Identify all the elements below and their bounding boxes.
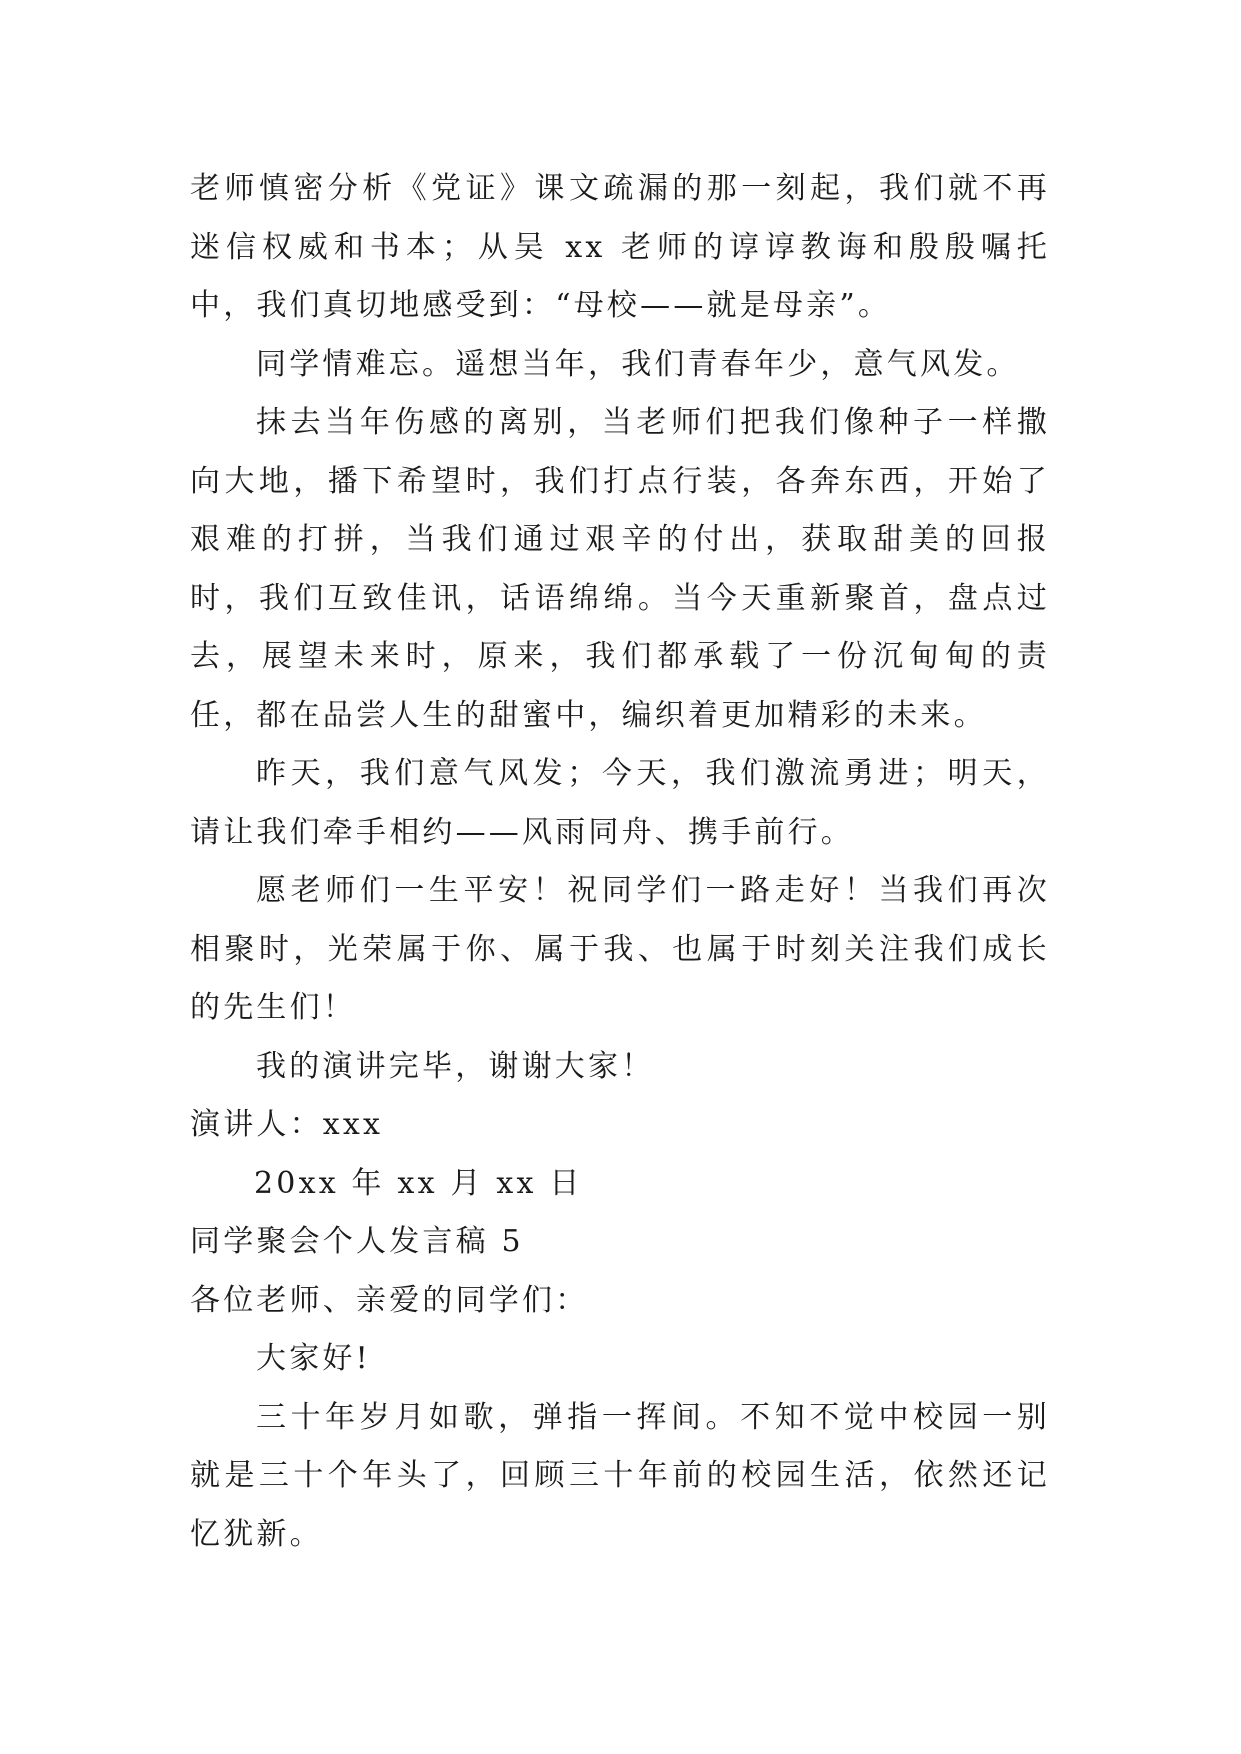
section-title: 同学聚会个人发言稿 5 — [190, 1224, 524, 1259]
paragraph-wishes: 愿老师们一生平安！祝同学们一路走好！当我们再次相聚时，光荣属于你、属于我、也属于时刻关注我们成长的先生们！ — [190, 873, 1050, 1025]
greeting: 大家好! — [256, 1341, 371, 1376]
paragraph-teachers-memory: 老师慎密分析《党证》课文疏漏的那一刻起，我们就不再迷信权威和书本；从吴 xx 老师的谆谆教诲和殷殷嘱托中，我们真切地感受到：“母校——就是母亲”。 — [190, 171, 1050, 323]
speaker-line: 演讲人：xxx — [190, 1107, 384, 1142]
paragraph-yesterday-today-tomorrow: 昨天，我们意气风发；今天，我们激流勇进；明天，请让我们牵手相约——风雨同舟、携手前行。 — [190, 756, 1050, 850]
paragraph-thirty-years: 三十年岁月如歌，弹指一挥间。不知不觉中校园一别就是三十个年头了，回顾三十年前的校园生活，依然还记忆犹新。 — [190, 1399, 1050, 1552]
date-line: 20xx 年 xx 月 xx 日 — [254, 1165, 583, 1201]
document-body — [190, 160, 1050, 1564]
salutation: 各位老师、亲爱的同学们： — [190, 1282, 589, 1318]
paragraph-parting-and-reunion: 抹去当年伤感的离别，当老师们把我们像种子一样撒向大地，播下希望时，我们打点行装，各奔东西，开始了艰难的打拼，当我们通过艰辛的付出，获取甜美的回报时，我们互致佳讯，话语绵绵。当今天重新聚首，盘点过去，展望未来时，原来，我们都承载了一份沉甸甸的责任，都在品尝人生的甜蜜中，编织着更加精彩的未来。 — [190, 405, 1050, 733]
paragraph-classmates-unforgettable: 同学情难忘。遥想当年，我们青春年少，意气风发。 — [256, 346, 1020, 382]
paragraph-closing-thanks: 我的演讲完毕，谢谢大家！ — [256, 1048, 655, 1084]
